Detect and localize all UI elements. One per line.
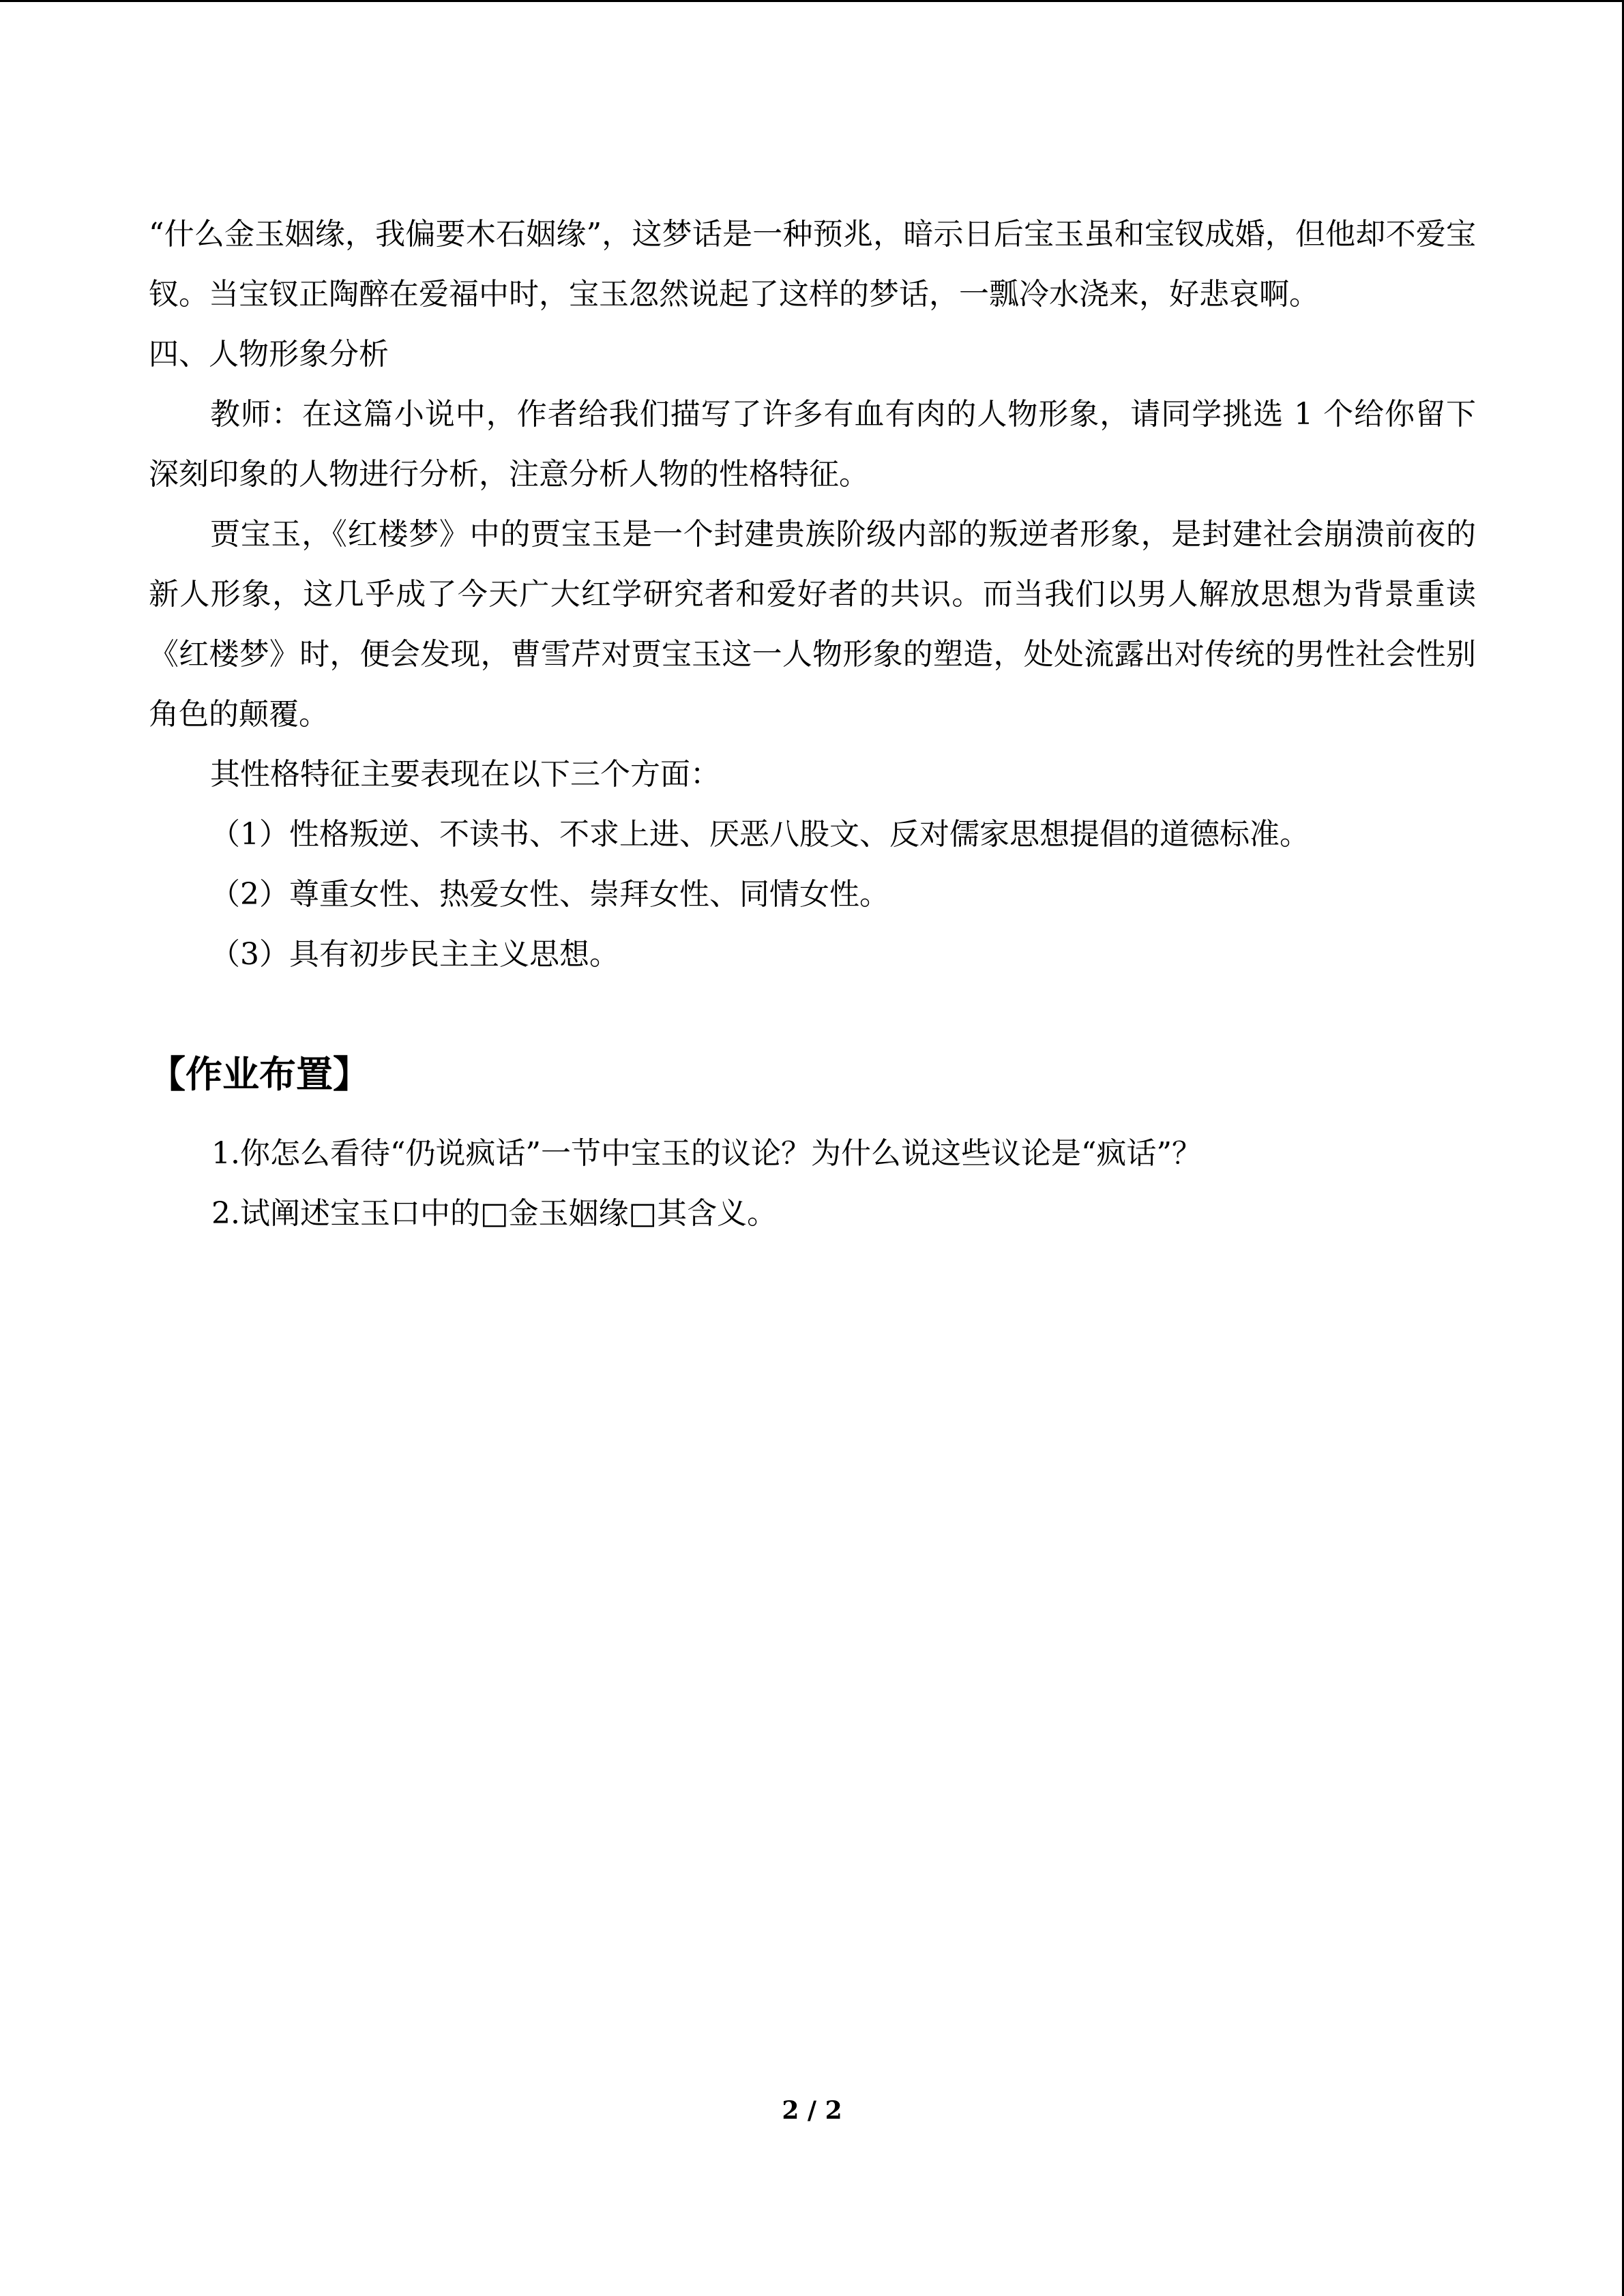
section-heading-character-analysis: 四、人物形象分析: [149, 337, 389, 372]
document-body: [149, 205, 1476, 1244]
paragraph-dream-talk: “什么金玉姻缘，我偏要木石姻缘”，这梦话是一种预兆，暗示日后宝玉虽和宝钗成婚，但他却不爱宝钗。当宝钗正陶醉在爱福中时，宝玉忽然说起了这样的梦话，一瓢冷水浇来，好悲哀啊。: [149, 217, 1476, 312]
paragraph-jia-baoyu: 贾宝玉，《红楼梦》中的贾宝玉是一个封建贵族阶级内部的叛逆者形象，是封建社会崩溃前夜的新人形象，这几乎成了今天广大红学研究者和爱好者的共识。而当我们以男人解放思想为背景重读《红楼梦》时，便会发现，曹雪芹对贾宝玉这一人物形象的塑造，处处流露出对传统的男性社会性别角色的颠覆。: [149, 517, 1476, 732]
trait-item-2: （2）尊重女性、热爱女性、崇拜女性、同情女性。: [210, 877, 889, 912]
page-number: 2 / 2: [782, 2096, 842, 2125]
homework-item-2: 2.试阐述宝玉口中的□金玉姻缘□其含义。: [211, 1196, 778, 1231]
paragraph-teacher-prompt: 教师：在这篇小说中，作者给我们描写了许多有血有肉的人物形象，请同学挑选 1 个给你留下深刻印象的人物进行分析，注意分析人物的性格特征。: [149, 397, 1476, 492]
trait-item-1: （1）性格叛逆、不读书、不求上进、厌恶八股文、反对儒家思想提倡的道德标准。: [210, 817, 1310, 852]
homework-title: 【作业布置】: [149, 1053, 370, 1096]
page-border-top: [0, 0, 1624, 2]
homework-item-1: 1.你怎么看待“仍说疯话”一节中宝玉的议论？为什么说这些议论是“疯话”？: [211, 1136, 1202, 1171]
trait-item-3: （3）具有初步民主主义思想。: [210, 937, 619, 972]
paragraph-traits-intro: 其性格特征主要表现在以下三个方面：: [210, 757, 720, 792]
